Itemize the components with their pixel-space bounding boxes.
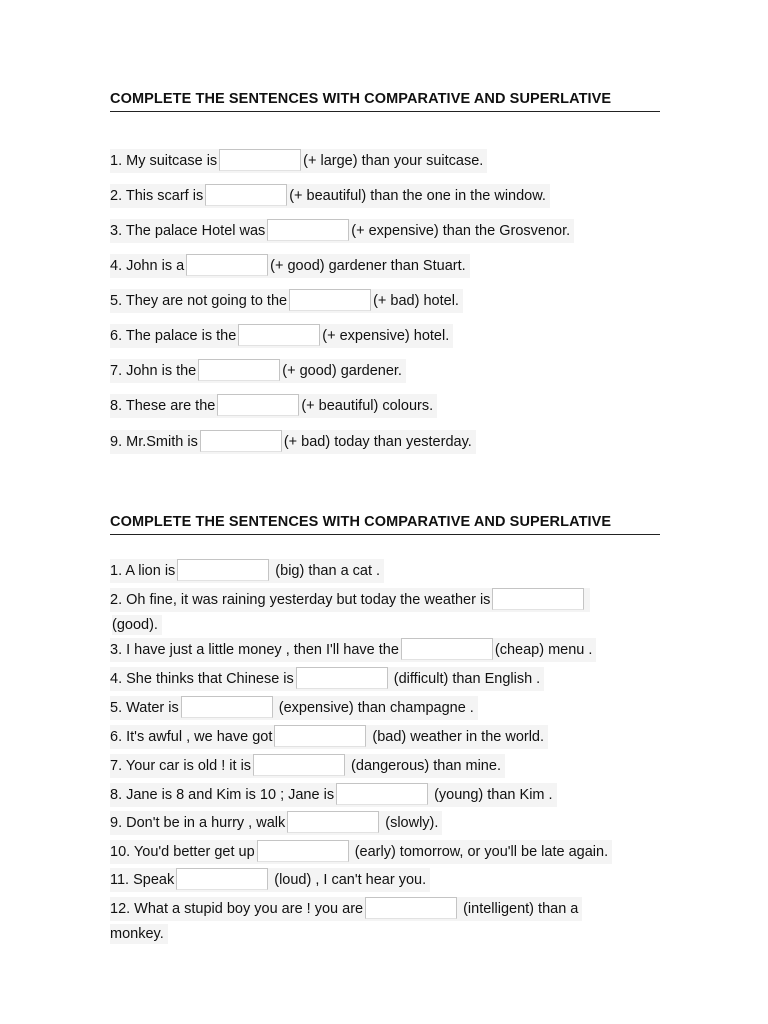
s2-item-6-before: 6. It's awful , we have got xyxy=(110,729,273,745)
s2-item-1-answer[interactable] xyxy=(177,559,269,581)
s1-item-4-answer[interactable] xyxy=(186,254,268,276)
s2-item-8-after: (young) than Kim . xyxy=(434,787,553,803)
s1-item-6-answer[interactable] xyxy=(238,324,320,346)
s1-item-7-after: (+ good) gardener. xyxy=(282,363,402,379)
s2-item-1-before: 1. A lion is xyxy=(110,563,176,579)
s1-item-2 xyxy=(110,184,550,208)
s2-item-9-after: (slowly). xyxy=(385,815,439,831)
s1-item-9-after: (+ bad) today than yesterday. xyxy=(283,434,472,450)
s2-item-3-after: (cheap) menu . xyxy=(494,642,593,658)
s2-item-5-before: 5. Water is xyxy=(110,700,179,716)
s1-item-8 xyxy=(110,394,437,418)
s2-item-9-answer[interactable] xyxy=(287,811,379,833)
s2-item-3-before: 3. I have just a little money , then I'll have the xyxy=(110,642,399,658)
s2-item-4 xyxy=(110,667,544,691)
s2-item-11 xyxy=(110,868,430,892)
s1-item-4 xyxy=(110,254,470,278)
section1-title: COMPLETE THE SENTENCES WITH COMPARATIVE AND SUPERLATIVE xyxy=(110,91,660,112)
s1-item-5-before: 5. They are not going to the xyxy=(110,293,288,309)
s2-item-9 xyxy=(110,811,442,835)
s2-item-6-after: (bad) weather in the world. xyxy=(372,729,545,745)
s2-item-2-answer[interactable] xyxy=(492,588,584,610)
s2-item-8 xyxy=(110,783,557,807)
s2-item-7-before: 7. Your car is old ! it is xyxy=(110,758,252,774)
s1-item-4-before: 4. John is a xyxy=(110,258,185,274)
s2-item-12-answer[interactable] xyxy=(365,897,457,919)
s1-item-4-after: (+ good) gardener than Stuart. xyxy=(270,258,466,274)
s1-item-3 xyxy=(110,219,574,243)
s2-item-12-before: 12. What a stupid boy you are ! you are xyxy=(110,901,364,917)
s2-item-10 xyxy=(110,840,612,864)
s2-item-4-answer[interactable] xyxy=(296,667,388,689)
s2-item-4-after: (difficult) than English . xyxy=(393,671,541,687)
s2-item-10-before: 10. You'd better get up xyxy=(110,844,255,860)
s2-item-7-answer[interactable] xyxy=(253,754,345,776)
s2-item-3-answer[interactable] xyxy=(401,638,493,660)
s1-item-7 xyxy=(110,359,406,383)
s1-item-3-before: 3. The palace Hotel was xyxy=(110,223,266,239)
s1-item-8-after: (+ beautiful) colours. xyxy=(301,398,434,414)
s2-item-3 xyxy=(110,638,596,662)
s2-item-5 xyxy=(110,696,478,720)
s1-item-2-answer[interactable] xyxy=(205,184,287,206)
s2-item-6-answer[interactable] xyxy=(274,725,366,747)
s2-item-12-after: (intelligent) than a xyxy=(463,901,579,917)
s1-item-1 xyxy=(110,149,487,173)
s1-item-2-before: 2. This scarf is xyxy=(110,188,204,204)
s2-item-4-before: 4. She thinks that Chinese is xyxy=(110,671,294,687)
s2-item-8-answer[interactable] xyxy=(336,783,428,805)
s2-item-5-answer[interactable] xyxy=(181,696,273,718)
s2-item-6 xyxy=(110,725,548,749)
s1-item-3-after: (+ expensive) than the Grosvenor. xyxy=(351,223,571,239)
s2-item-11-answer[interactable] xyxy=(176,868,268,890)
s1-item-3-answer[interactable] xyxy=(267,219,349,241)
s2-item-12-continuation: monkey. xyxy=(110,924,168,944)
s2-item-1 xyxy=(110,559,384,583)
s1-item-7-answer[interactable] xyxy=(198,359,280,381)
s2-item-7 xyxy=(110,754,505,778)
s1-item-8-answer[interactable] xyxy=(217,394,299,416)
section2-title: COMPLETE THE SENTENCES WITH COMPARATIVE AND SUPERLATIVE xyxy=(110,514,660,535)
s1-item-6-after: (+ expensive) hotel. xyxy=(322,328,450,344)
s1-item-1-before: 1. My suitcase is xyxy=(110,153,218,169)
s2-item-1-after: (big) than a cat . xyxy=(275,563,381,579)
s2-item-11-before: 11. Speak xyxy=(110,872,175,888)
s1-item-9-before: 9. Mr.Smith is xyxy=(110,434,198,450)
s1-item-9 xyxy=(110,430,476,454)
s2-item-10-answer[interactable] xyxy=(257,840,349,862)
s2-item-10-after: (early) tomorrow, or you'll be late again. xyxy=(354,844,609,860)
s2-item-11-after: (loud) , I can't hear you. xyxy=(274,872,427,888)
s2-item-7-after: (dangerous) than mine. xyxy=(351,758,501,774)
s2-item-12 xyxy=(110,897,582,921)
s2-item-8-before: 8. Jane is 8 and Kim is 10 ; Jane is xyxy=(110,787,335,803)
s2-item-2-before: 2. Oh fine, it was raining yesterday but today the weather is xyxy=(110,592,491,608)
s1-item-1-answer[interactable] xyxy=(219,149,301,171)
s1-item-8-before: 8. These are the xyxy=(110,398,216,414)
s2-item-2-continuation: (good). xyxy=(112,615,162,635)
s2-item-5-after: (expensive) than champagne . xyxy=(278,700,474,716)
s1-item-9-answer[interactable] xyxy=(200,430,282,452)
s1-item-2-after: (+ beautiful) than the one in the window. xyxy=(289,188,546,204)
s1-item-5 xyxy=(110,289,463,313)
s2-item-9-before: 9. Don't be in a hurry , walk xyxy=(110,815,286,831)
s1-item-5-after: (+ bad) hotel. xyxy=(373,293,459,309)
s1-item-6 xyxy=(110,324,453,348)
s2-item-2 xyxy=(110,588,590,612)
s1-item-5-answer[interactable] xyxy=(289,289,371,311)
s1-item-1-after: (+ large) than your suitcase. xyxy=(303,153,484,169)
s1-item-6-before: 6. The palace is the xyxy=(110,328,237,344)
s1-item-7-before: 7. John is the xyxy=(110,363,197,379)
